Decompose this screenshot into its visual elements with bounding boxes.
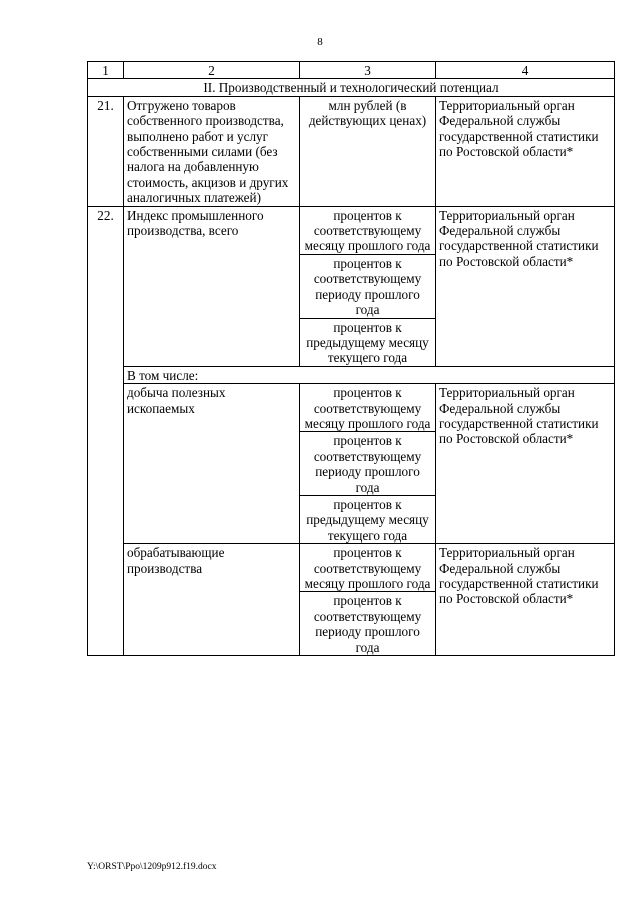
mining-unit-month: процентов к соответствующему месяцу прошлого года xyxy=(300,384,436,432)
mining-unit-period: процентов к соответствующему периоду прошлого года xyxy=(300,432,436,496)
page-number: 8 xyxy=(317,36,323,48)
mining-unit-prev-month: процентов к предыдущему месяцу текущего года xyxy=(300,495,436,543)
row-22-source: Территориальный орган Федеральной службы государственной статистики по Ростовской области* xyxy=(436,206,615,366)
table-row xyxy=(88,206,615,254)
table-row xyxy=(88,366,615,383)
row-22-number: 22. xyxy=(88,206,124,655)
row-21-source: Территориальный орган Федеральной службы государственной статистики по Ростовской области* xyxy=(436,96,615,206)
section-title: II. Производственный и технологический потенциал xyxy=(88,79,615,96)
row-21-unit: млн рублей (в действующих ценах) xyxy=(300,96,436,206)
table-row xyxy=(88,384,615,432)
indicators-table xyxy=(87,61,615,656)
mining-indicator: добыча полезных ископаемых xyxy=(124,384,300,544)
manufacturing-indicator: обрабатывающие производства xyxy=(124,544,300,656)
column-number-4: 4 xyxy=(436,62,615,79)
file-path-footer: Y:\ORST\Ppo\1209p912.f19.docx xyxy=(87,862,217,872)
manufacturing-unit-period: процентов к соответствующему периоду прошлого года xyxy=(300,592,436,656)
row-22-unit-prev-month: процентов к предыдущему месяцу текущего года xyxy=(300,318,436,366)
row-22-indicator: Индекс промышленного производства, всего xyxy=(124,206,300,366)
including-label: В том числе: xyxy=(124,366,615,383)
manufacturing-source: Территориальный орган Федеральной службы государственной статистики по Ростовской области* xyxy=(436,544,615,656)
column-number-header-row xyxy=(88,62,615,79)
column-number-1: 1 xyxy=(88,62,124,79)
mining-source: Территориальный орган Федеральной службы государственной статистики по Ростовской области* xyxy=(436,384,615,544)
column-number-2: 2 xyxy=(124,62,300,79)
row-21-number: 21. xyxy=(88,96,124,206)
table-row xyxy=(88,96,615,206)
row-22-unit-period: процентов к соответствующему периоду прошлого года xyxy=(300,254,436,318)
column-number-3: 3 xyxy=(300,62,436,79)
row-21-indicator: Отгружено товаров собственного производства, выполнено работ и услуг собственными силами (без налога на добавленную стоимость, акцизов и других аналогичных платежей) xyxy=(124,96,300,206)
row-22-unit-month: процентов к соответствующему месяцу прошлого года xyxy=(300,206,436,254)
manufacturing-unit-month: процентов к соответствующему месяцу прошлого года xyxy=(300,544,436,592)
section-title-row xyxy=(88,79,615,96)
table-row xyxy=(88,544,615,592)
